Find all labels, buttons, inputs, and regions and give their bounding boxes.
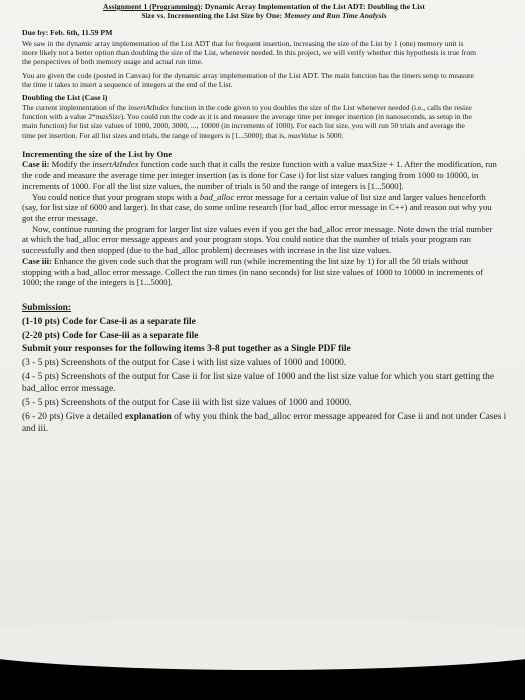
- title-line2-italic: Memory and Run Time Analysis: [284, 11, 387, 21]
- title-line1: : Dynamic Array Implementation of the List ADT: Doubling the List: [200, 2, 425, 11]
- case-ii-heading: Incrementing the size of the List by One: [22, 148, 173, 159]
- case-i-paragraph: The current implementation of the insertAtIndex function in the code given to you doubles the size of the List whenever needed (i.e., calls the resize function with a value 2*maxSize). You could run the code as it is and measure the average time per integer insertion (in nanoseconds, as setup in the main function) for list size values of 1000, 2000, 3000, ..., 10000 (in increments of 1000). For each list size, you will run 50 trials and average the time per insertion. For all list sizes and trials, the range of integers is [1...5000]; that is, maxValue is 5000.: [22, 102, 472, 140]
- submission-item-1: (1-10 pts) Code for Case-ii as a separate file: [22, 316, 196, 327]
- intro-paragraph-1: We saw in the dynamic array implementation of the List ADT that for frequent insertion, increasing the size of the List by 1 (one) memory unit is more likely not a better option than doubling the size of the List, whenever needed. In this project, we will verify whether this hypothesis is true from the perspectives of both memory usage and actual run time.: [22, 38, 477, 67]
- submission-instructions: Submit your responses for the following items 3-8 put together as a Single PDF file: [22, 344, 351, 355]
- case-i-heading: Doubling the List (Case i): [22, 93, 108, 103]
- submission-section: [22, 302, 512, 435]
- document-content: [14, 2, 514, 435]
- photo-dark-bottom: [0, 640, 525, 700]
- submission-item-2: (2-20 pts) Code for Case-iii as a separate file: [22, 330, 199, 341]
- title-prefix: Assignment 1 (Programming): [103, 2, 201, 11]
- case-iii-paragraph: Case iii: Enhance the given code such that the program will run (while incrementing the list size by 1) for all the 50 trials without stopping with a bad_alloc error message. Collect the run times (in nano seconds) for list size values of 1000 to 10000 in increments of 1000; the range of the integers is [1...5000].: [22, 255, 484, 288]
- submission-item-4: (4 - 5 pts) Screenshots of the output for Case ii for list size value of 1000 and the list size value for which you start getting the bad_alloc error message.: [22, 371, 495, 394]
- submission-item-6: (6 - 20 pts) Give a detailed explanation of why you think the bad_alloc error message appeared for Case ii and not under Cases i and iii.: [22, 411, 507, 434]
- submission-heading: Submission:: [22, 302, 71, 313]
- intro-paragraph-2: You are given the code (posted in Canvas) for the dynamic array implementation of the List ADT. The main function has the timers setup to measure the time it takes to insert a sequence of integers at the end of the List.: [22, 70, 474, 89]
- case-ii-paragraph: Case ii: Modify the insertAtIndex function code such that it calls the resize function with a value maxSize + 1. After the modification, run the code and measure the average time per integer insertion (as is done for Case i) for list size values ranging from 1000 to 10000, in increments of 1000. For all the list size values, the number of trials is 50 and the range of integers is [1...5000].: [22, 159, 497, 191]
- case-ii-bad-alloc-paragraph: You could notice that your program stops with a bad_alloc error message for a certain value of list size and larger values henceforth (say, for list size of 6000 and larger). In that case, do some online research (for bad_alloc error message in C++) and reason out why you got the error message.: [22, 191, 492, 223]
- title-line2: Size vs. Incrementing the List Size by One:: [141, 11, 285, 21]
- due-date: Due by: Feb. 6th, 11.59 PM: [22, 27, 113, 37]
- page-curl-edge: [0, 618, 525, 670]
- assignment-title: [14, 2, 514, 21]
- submission-item-5: (5 - 5 pts) Screenshots of the output for Case iii with list size values of 1000 and 10000.: [22, 397, 352, 408]
- submission-item-3: (3 - 5 pts) Screenshots of the output for Case i with list size values of 1000 and 10000.: [22, 358, 347, 369]
- case-ii-continue-paragraph: Now, continue running the program for larger list size values even if you get the bad_alloc error message. Note down the trial number at which the bad_alloc error message appears and your program stops. You could notice that the number of trials your program ran successfully and then stopped (due to the bad_alloc problem) decreases with increase in the list size values.: [22, 223, 493, 256]
